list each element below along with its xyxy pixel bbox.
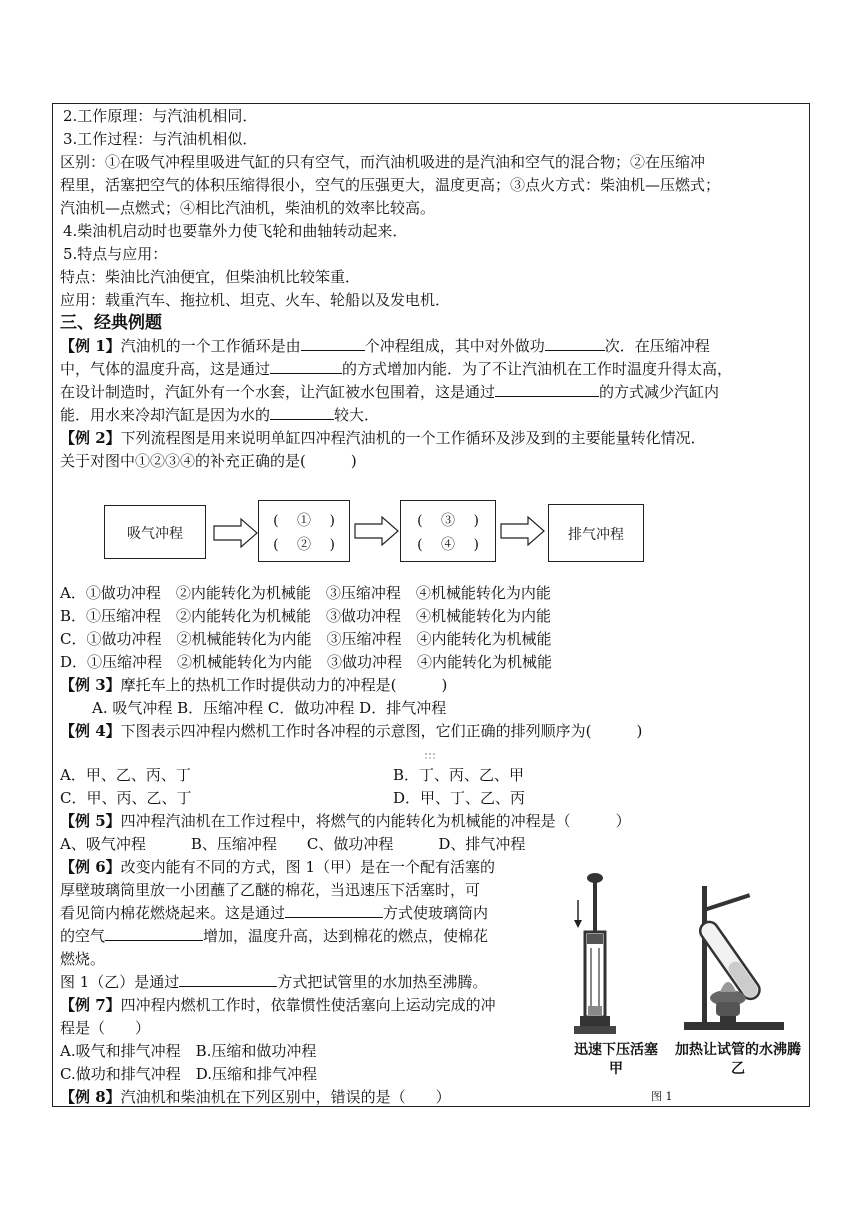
text-line: 5.特点与应用：	[63, 245, 168, 263]
option-line: A、吸气冲程 B、压缩冲程 C、做功冲程 D、排气冲程	[60, 835, 526, 853]
example-tag: 【例 2】	[60, 429, 121, 447]
example-6-line: 厚壁玻璃筒里放一小团蘸了乙醚的棉花，当迅速压下活塞时，可	[60, 881, 481, 899]
answer-blank[interactable]	[495, 381, 599, 397]
text-line: 3.工作过程：与汽油机相似．	[63, 130, 258, 148]
example-6-line: 图 1（乙）是通过 方式把试管里的水加热至沸腾。	[60, 973, 488, 991]
flow-box-3: ( ③ ) ( ④ )	[400, 500, 496, 562]
example-2-line: 【例 2】下列流程图是用来说明单缸四冲程汽油机的一个工作循环及涉及到的主要能量转化情况．	[60, 429, 706, 447]
arrow-right-icon	[354, 516, 400, 546]
answer-blank[interactable]	[105, 925, 203, 941]
option-line: C.做功和排气冲程 D.压缩和排气冲程	[60, 1065, 317, 1083]
flow-box-exhaust: 排气冲程	[548, 504, 644, 562]
option-line: B．①压缩冲程 ②内能转化为机械能 ③做功冲程 ④机械能转化为内能	[60, 607, 552, 625]
example-1-line: 能．用水来冷却汽缸是因为水的 较大．	[60, 406, 380, 424]
placeholder-dots-icon	[424, 752, 438, 760]
piston-cylinder-illustration	[566, 870, 636, 1040]
example-4-line: 【例 4】下图表示四冲程内燃机工作时各冲程的示意图，它们正确的排列顺序为( )	[60, 722, 643, 740]
example-tag: 【例 7】	[60, 996, 121, 1014]
example-5-line: 【例 5】四冲程汽油机在工作过程中，将燃气的内能转化为机械能的冲程是（ ）	[60, 812, 631, 830]
option-line: B．丁、丙、乙、甲	[393, 766, 525, 784]
example-7-line: 【例 7】四冲程内燃机工作时，依靠惯性使活塞向上运动完成的冲	[60, 996, 496, 1014]
figure-caption-right: 加热让试管的水沸腾 乙	[675, 1042, 801, 1077]
example-6-line: 看见筒内棉花燃烧起来。这是通过 方式使玻璃筒内	[60, 904, 489, 922]
example-tag: 【例 3】	[60, 676, 121, 694]
example-8-line: 【例 8】汽油机和柴油机在下列区别中，错误的是（ ）	[60, 1088, 451, 1106]
option-line: A．①做功冲程 ②内能转化为机械能 ③压缩冲程 ④机械能转化为内能	[60, 584, 551, 602]
option-line: C．①做功冲程 ②机械能转化为内能 ③压缩冲程 ④内能转化为机械能	[60, 630, 552, 648]
text-line: 2.工作原理：与汽油机相同．	[63, 107, 258, 125]
example-1-line: 【例 1】汽油机的一个工作循环是由 个冲程组成，其中对外做功 次．在压缩冲程	[60, 337, 710, 355]
example-6-line: 【例 6】改变内能有不同的方式，图 1（甲）是在一个配有活塞的	[60, 858, 495, 876]
figure-caption-left: 迅速下压活塞 甲	[574, 1042, 658, 1077]
example-tag: 【例 5】	[60, 812, 121, 830]
example-tag: 【例 4】	[60, 722, 121, 740]
text-line: 汽油机—点燃式；④相比汽油机，柴油机的效率比较高。	[60, 199, 436, 217]
answer-blank[interactable]	[270, 404, 334, 420]
section-title: 三、经典例题	[60, 313, 162, 333]
example-6-line: 燃烧。	[60, 950, 106, 968]
option-line: D．甲、丁、乙、丙	[393, 789, 526, 807]
answer-blank[interactable]	[301, 335, 365, 351]
example-7-line: 程是（ ）	[60, 1019, 151, 1037]
flow-box-2: ( ① ) ( ② )	[258, 500, 350, 562]
answer-blank[interactable]	[270, 358, 342, 374]
text-line: 应用：载重汽车、拖拉机、坦克、火车、轮船以及发电机．	[60, 291, 451, 309]
test-tube-heating-illustration	[676, 880, 796, 1040]
text-line: 区别：①在吸气冲程里吸进气缸的只有空气，而汽油机吸进的是汽油和空气的混合物；②在压缩冲	[60, 153, 706, 171]
answer-blank[interactable]	[285, 902, 383, 918]
text-line: 程里，活塞把空气的体积压缩得很小，空气的压强更大，温度更高；③点火方式：柴油机—压燃式；	[60, 176, 721, 194]
option-line: C．甲、丙、乙、丁	[60, 789, 192, 807]
example-tag: 【例 6】	[60, 858, 121, 876]
answer-blank[interactable]	[179, 971, 277, 987]
example-1-line: 在设计制造时，汽缸外有一个水套，让汽缸被水包围着，这是通过 的方式减少汽缸内	[60, 383, 720, 401]
option-line: A. 吸气冲程 B．压缩冲程 C．做功冲程 D．排气冲程	[92, 699, 447, 717]
example-6-line: 的空气 增加，温度升高，达到棉花的燃点，使棉花	[60, 927, 489, 945]
option-line: A．甲、乙、丙、丁	[60, 766, 191, 784]
example-tag: 【例 1】	[60, 337, 121, 355]
option-line: A.吸气和排气冲程 B.压缩和做功冲程	[60, 1042, 317, 1060]
example-2-line: 关于对图中①②③④的补充正确的是( )	[60, 452, 357, 470]
text-line: 特点：柴油比汽油便宜，但柴油机比较笨重．	[60, 268, 361, 286]
flow-box-intake: 吸气冲程	[104, 505, 206, 559]
example-tag: 【例 8】	[60, 1088, 121, 1106]
example-3-line: 【例 3】摩托车上的热机工作时提供动力的冲程是( )	[60, 676, 448, 694]
example-1-line: 中，气体的温度升高，这是通过 的方式增加内能．为了不让汽油机在工作时温度升得太高，	[60, 360, 733, 378]
answer-blank[interactable]	[545, 335, 605, 351]
arrow-right-icon	[213, 518, 259, 548]
option-line: D．①压缩冲程 ②机械能转化为内能 ③做功冲程 ④内能转化为机械能	[60, 653, 553, 671]
text-line: 4.柴油机启动时也要靠外力使飞轮和曲轴转动起来．	[63, 222, 408, 240]
arrow-right-icon	[500, 516, 546, 546]
figure-label: 图 1	[651, 1090, 673, 1103]
